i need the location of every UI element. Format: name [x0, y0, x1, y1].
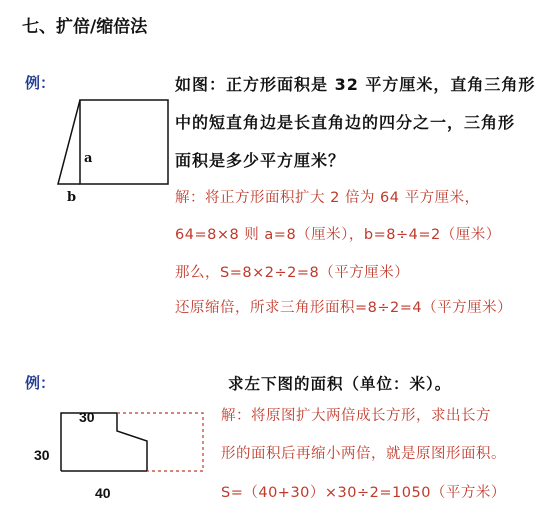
extension-dashed-outline [117, 413, 203, 471]
solution-2-line-3: S=（40+30）×30÷2=1050（平方米） [221, 485, 506, 501]
side-label-b: b [67, 190, 77, 205]
dimension-label-top: 30 [79, 409, 95, 425]
section-title: 七、扩倍/缩倍法 [22, 17, 148, 37]
original-shape-outline [61, 413, 147, 471]
square-and-triangle-diagram [58, 100, 168, 184]
example-1-figure [50, 92, 180, 207]
example-1-label: 例： [25, 74, 56, 92]
solution-1-line-3: 那么，S=8×2÷2=8（平方厘米） [175, 265, 410, 281]
triangle-shape [58, 100, 80, 184]
square-shape [80, 100, 168, 184]
dimension-label-left: 30 [34, 447, 50, 463]
solution-1-line-2: 64=8×8 则 a=8（厘米），b=8÷4=2（厘米） [175, 227, 501, 243]
problem-1-line-2: 中的短直角边是长直角边的四分之一，三角形 [175, 113, 516, 132]
problem-2-text: 求左下图的面积（单位：米）。 [228, 375, 452, 393]
solution-1-line-4: 还原缩倍，所求三角形面积=8÷2=4（平方厘米） [175, 300, 513, 316]
solution-2-line-2: 形的面积后再缩小两倍，就是原图形面积。 [221, 446, 506, 462]
problem-1-line-1: 如图：正方形面积是 32 平方厘米，直角三角形 [175, 75, 536, 94]
side-label-a: a [84, 151, 93, 166]
solution-2-line-1: 解：将原图扩大两倍成长方形，求出长方 [221, 408, 491, 424]
example-2-label: 例： [25, 374, 56, 392]
dimension-label-bottom: 40 [95, 485, 111, 501]
solution-1-line-1: 解：将正方形面积扩大 2 倍为 64 平方厘米， [175, 190, 480, 206]
problem-1-line-3: 面积是多少平方厘米？ [175, 151, 346, 170]
example-2-figure [25, 405, 215, 505]
